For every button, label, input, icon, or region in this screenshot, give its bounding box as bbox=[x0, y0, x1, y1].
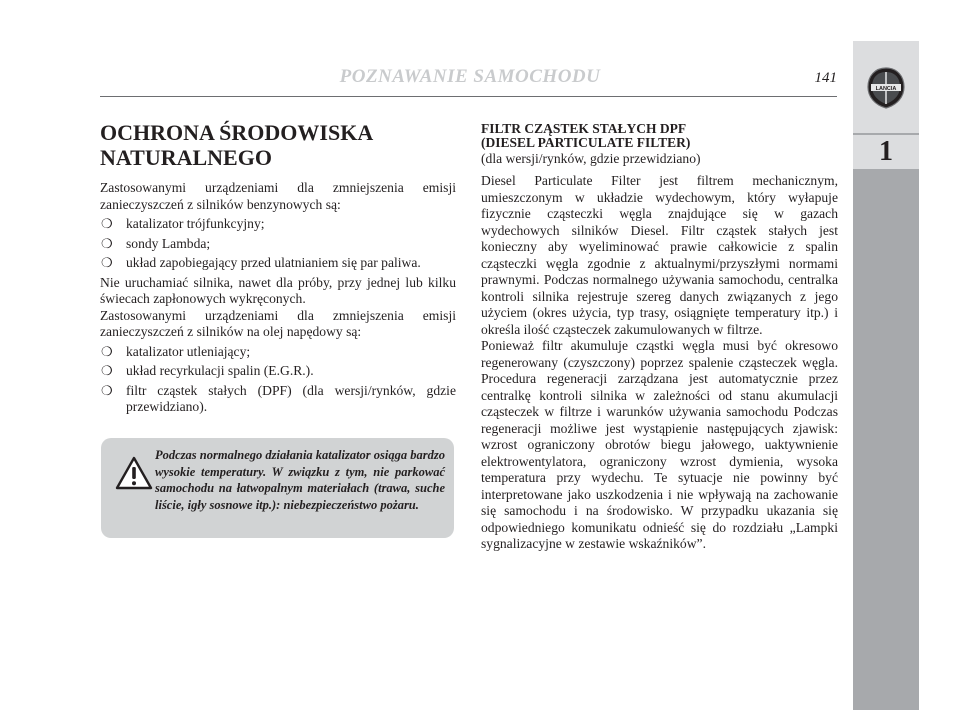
bullet-icon: ❍ bbox=[101, 255, 113, 270]
logo-text: LANCIA bbox=[875, 86, 897, 92]
section-title: POZNAWANIE SAMOCHODU bbox=[339, 66, 601, 87]
left-column bbox=[100, 120, 456, 419]
diesel-devices-list bbox=[100, 344, 456, 416]
spark-plug-note: Nie uruchamiać silnika, nawet dla próby, przy jednej lub kilku świecach zapłonowych wykręconych. bbox=[100, 274, 456, 306]
right-column bbox=[481, 122, 838, 553]
bullet-icon: ❍ bbox=[101, 382, 113, 398]
diesel-intro: Zastosowanymi urządzeniami dla zmniejszenia emisji zanieczyszczeń z silników na olej napędowy są: bbox=[100, 307, 456, 339]
list-item: ❍ filtr cząstek stałych (DPF) (dla wersji/rynków, gdzie przewidziano). bbox=[101, 382, 456, 414]
dpf-heading bbox=[481, 122, 838, 150]
list-item: ❍ układ recyrkulacji spalin (E.G.R.). bbox=[101, 363, 314, 378]
list-item: ❍ katalizator trójfunkcyjny; bbox=[101, 216, 265, 231]
petrol-intro: Zastosowanymi urządzeniami dla zmniejszenia emisji zanieczyszczeń z silników benzynowych są: bbox=[100, 180, 456, 212]
dpf-paragraph-1: Diesel Particulate Filter jest filtrem mechanicznym, umieszczonym w układzie wydechowym, który wyłapuje fizycznie cząsteczki węgla znajdujące się w gazach wydechowych silników Diesel. Filtr cząstek stałych jest konieczny aby wyeliminować prawie całkowicie z spalin cząsteczki węgla zgodnie z aktualnymi/przyszłymi normami prawnymi. Podczas normalnego używania samochodu, centralka kontroli silnika rejestruje szereg danych związanych z jego użyciem (okres użycia, typ trasy, osiągnięte temperatury itp.) i określa ilość cząsteczek zakumulowanych w filtrze. bbox=[481, 173, 838, 337]
bullet-icon: ❍ bbox=[101, 216, 113, 231]
dpf-heading-line2: (DIESEL PARTICULATE FILTER) bbox=[481, 135, 691, 150]
main-heading-line2: NATURALNEGO bbox=[100, 145, 272, 170]
petrol-devices-list bbox=[100, 216, 456, 272]
bullet-icon: ❍ bbox=[101, 343, 113, 359]
main-heading bbox=[100, 120, 456, 170]
dpf-subtitle: (dla wersji/rynków, gdzie przewidziano) bbox=[481, 151, 701, 166]
chapter-tab: 1 bbox=[853, 135, 919, 169]
bullet-icon: ❍ bbox=[101, 235, 113, 251]
list-item: ❍ układ zapobiegający przed ulatnianiem się par paliwa. bbox=[101, 255, 421, 270]
list-item: ❍ sondy Lambda; bbox=[101, 235, 211, 251]
main-heading-line1: OCHRONA ŚRODOWISKA bbox=[100, 120, 374, 145]
header-rule bbox=[100, 96, 837, 97]
fire-warning-box bbox=[101, 438, 454, 538]
list-item: ❍ katalizator utleniający; bbox=[101, 343, 251, 359]
bullet-icon: ❍ bbox=[101, 363, 113, 378]
dpf-heading-line1: FILTR CZĄSTEK STAŁYCH DPF bbox=[481, 121, 687, 136]
dpf-paragraph-2: Ponieważ filtr akumuluje cząstki węgla musi być okresowo regenerowany (czyszczony) poprzez spalenie cząsteczek węgla. Procedura regeneracji zarządzana jest automatycznie przez centralkę kontroli silnika w zależności od stanu akumulacji cząsteczek w filtrze i warunków używania samochodu Podczas regeneracji możliwe jest wystąpienie następujących zjawisk: wzrost ograniczony obrotów biegu jałowego, uaktywnienie elektrowentylatora, ograniczony wzrost dymienia, wysoka temperatura przy wydechu. Te sytuacje nie powinny być interpretowane jako uszkodzenia i nie wpływają na zachowanie się samochodu i na środowisko. W przypadku ukazania się odpowiedniego komunikatu odnieść się do rozdziału „Lampki sygnalizacyjne w zestawie wskaźników”. bbox=[481, 338, 838, 551]
fire-warning-text: Podczas normalnego działania katalizator osiąga bardzo wysokie temperatury. W związku z tym, nie parkować samochodu na łatwopalnym materiałach (trawa, suche liście, igły sosnowe itp.): niebezpieczeństwo pożaru. bbox=[155, 448, 445, 512]
page-number: 141 bbox=[814, 70, 837, 86]
lancia-logo-icon bbox=[866, 66, 906, 110]
